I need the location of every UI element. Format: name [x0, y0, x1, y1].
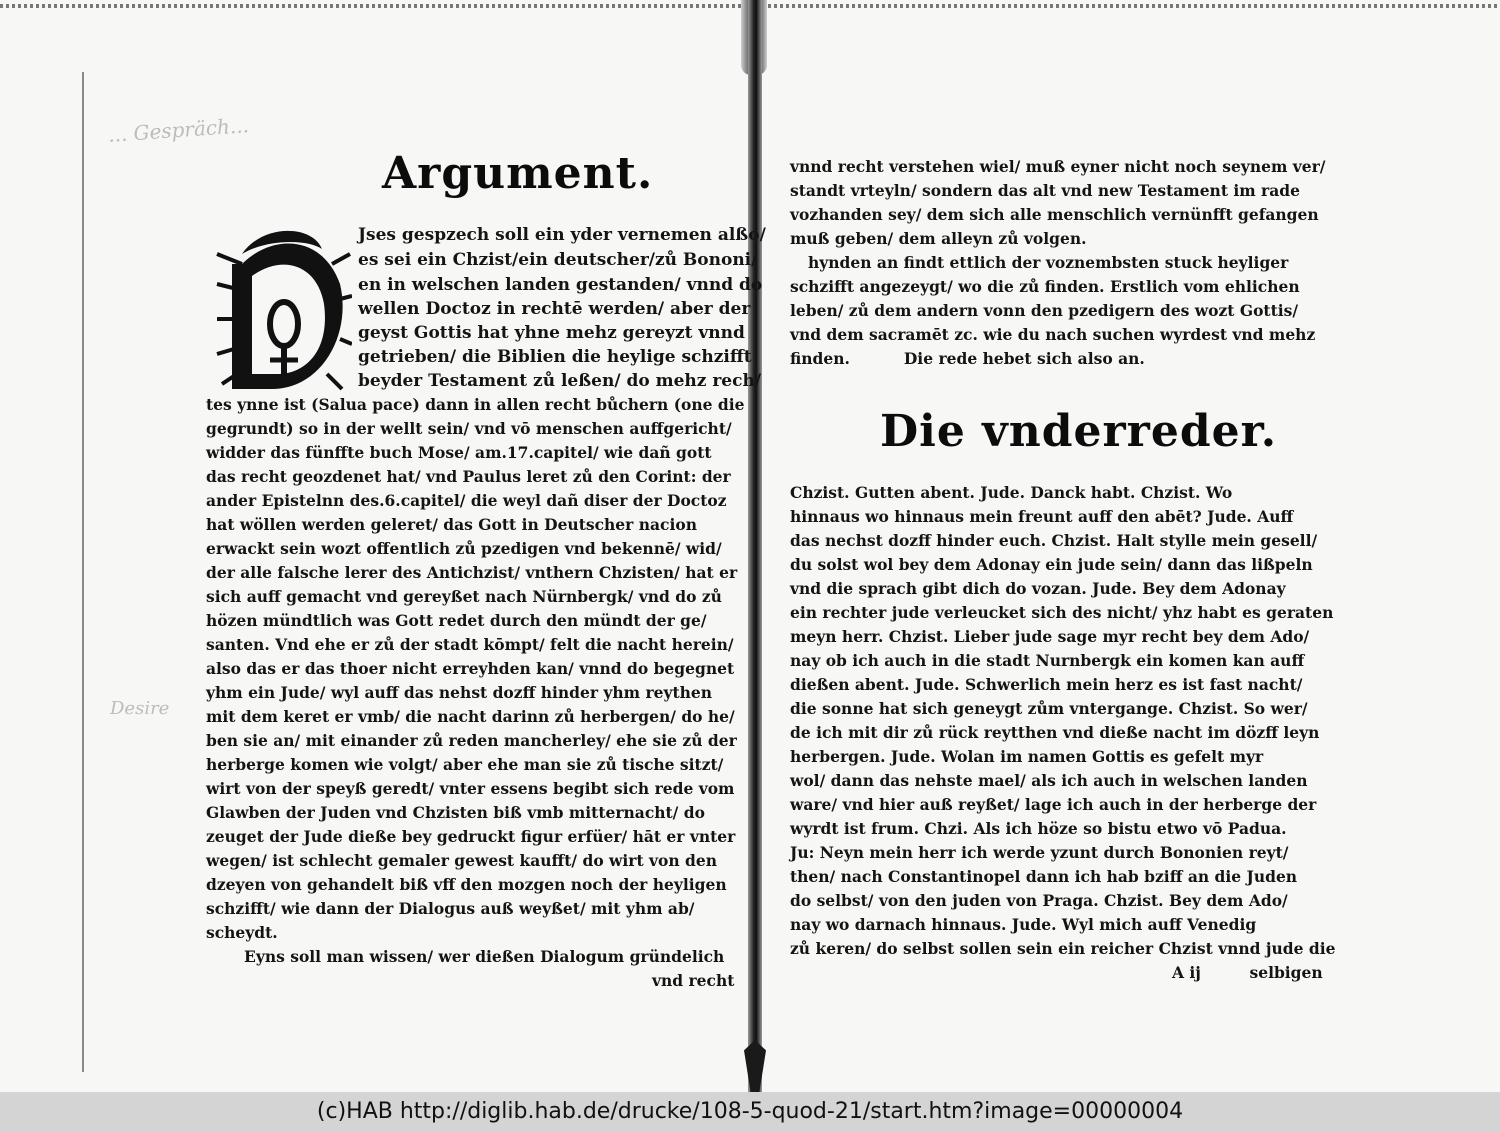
right-line: hinnaus wo hinnaus mein freunt auff den abēt? Jude. Auff	[790, 507, 1294, 526]
margin-note-mid: Desire	[110, 698, 170, 719]
right-line: du solst wol bey dem Adonay ein jude sein/ dann das lißpeln	[790, 555, 1313, 574]
left-line: mit dem keret er vmb/ die nacht darinn zů herbergen/ do he/	[206, 707, 735, 726]
right-line: wol/ dann das nehste mael/ als ich auch in welschen landen	[790, 771, 1308, 790]
right-line: do selbst/ von den juden von Praga. Chzist. Bey dem Ado/	[790, 891, 1288, 910]
left-line: es sei ein Chzist/ein deutscher/zů Bononi/	[358, 250, 758, 270]
left-line: yhm ein Jude/ wyl auff das nehst dozff hinder yhm reythen	[206, 683, 713, 702]
decorated-initial-d	[212, 224, 352, 396]
right-line: nay ob ich auch in die stadt Nurnbergk ein komen kan auff	[790, 651, 1305, 670]
left-line: santen. Vnd ehe er zů der stadt kōmpt/ felt die nacht herein/	[206, 635, 734, 654]
left-line: Jses gespzech soll ein yder vernemen alßo/	[358, 225, 766, 245]
right-line: das nechst dozff hinder euch. Chzist. Halt stylle mein gesell/	[790, 531, 1318, 550]
left-line: Glawben der Juden vnd Chzisten biß vmb mitternacht/ do	[206, 803, 705, 822]
left-line: das recht geozdenet hat/ vnd Paulus leret zů den Corint: der	[206, 467, 731, 486]
left-line: sich auff gemacht vnd gereyßet nach Nürnbergk/ vnd do zů	[206, 587, 722, 606]
right-line: de ich mit dir zů rück reytthen vnd dieße nacht im dözff leyn	[790, 723, 1320, 742]
catchword-signature: A ij selbigen	[1172, 963, 1323, 982]
right-line: ware/ vnd hier auß reyßet/ lage ich auch in der herberge der	[790, 795, 1317, 814]
right-line: vnnd recht verstehen wiel/ muß eyner nicht noch seynem ver/	[790, 157, 1326, 176]
left-line: en in welschen landen gestanden/ vnnd do	[358, 275, 763, 295]
left-line: beyder Testament zů leßen/ do mehz rech/	[358, 371, 762, 391]
margin-note-top: ... Gespräch...	[107, 113, 250, 147]
left-line: Eyns soll man wissen/ wer dießen Dialogum gründelich	[244, 947, 725, 966]
right-line: then/ nach Constantinopel dann ich hab bziff an die Juden	[790, 867, 1298, 886]
right-line: dießen abent. Jude. Schwerlich mein herz es ist fast nacht/	[790, 675, 1303, 694]
left-line: der alle falsche lerer des Antichzist/ vnthern Chzisten/ hat er	[206, 563, 738, 582]
right-page-heading: Die vnderreder.	[880, 406, 1278, 457]
left-line: ander Epistelnn des.6.capitel/ die weyl dañ diser der Doctoz	[206, 491, 727, 510]
right-line: leben/ zů dem andern vonn den pzedigern des wozt Gottis/	[790, 301, 1299, 320]
right-line: hynden an findt ettlich der voznembsten stuck heyliger	[808, 253, 1289, 272]
left-line: geyst Gottis hat yhne mehz gereyzt vnnd	[358, 323, 745, 343]
left-line: ben sie an/ mit einander zů reden mancherley/ ehe sie zů der	[206, 731, 737, 750]
left-line: scheydt.	[206, 923, 278, 942]
book-spine	[748, 0, 762, 1092]
right-line: finden. Die rede hebet sich also an.	[790, 349, 1145, 368]
right-line: wyrdt ist frum. Chzi. Als ich höze so bistu etwo vō Padua.	[790, 819, 1287, 838]
left-line: gegrundt) so in der wellt sein/ vnd vō menschen auffgericht/	[206, 419, 732, 438]
right-line: vnd dem sacramēt zc. wie du nach suchen wyrdest vnd mehz	[790, 325, 1316, 344]
left-page-heading: Argument.	[382, 148, 654, 199]
left-line: tes ynne ist (Salua pace) dann in allen recht bůchern (one die	[206, 395, 745, 414]
right-line: muß geben/ dem alleyn zů volgen.	[790, 229, 1087, 248]
right-line: Ju: Neyn mein herr ich werde yzunt durch Bononien reyt/	[790, 843, 1289, 862]
left-line: herberge komen wie volgt/ aber ehe man sie zů tische sitzt/	[206, 755, 724, 774]
left-line: also das er das thoer nicht erreyhden kan/ vnnd do begegnet	[206, 659, 735, 678]
left-page-edge	[82, 72, 84, 1072]
right-line: herbergen. Jude. Wolan im namen Gottis es gefelt myr	[790, 747, 1264, 766]
right-line: ein rechter jude verleucket sich des nicht/ yhz habt es geraten	[790, 603, 1334, 622]
right-line: vozhanden sey/ dem sich alle menschlich vernünfft gefangen	[790, 205, 1319, 224]
left-line: zeuget der Jude dieße bey gedruckt figur erfüer/ hāt er vnter	[206, 827, 736, 846]
left-line: wegen/ ist schlecht gemaler gewest kaufft/ do wirt von den	[206, 851, 717, 870]
left-line: hözen mündtlich was Gott redet durch den mündt der ge/	[206, 611, 707, 630]
right-line: schzifft angezeygt/ wo die zů finden. Erstlich vom ehlichen	[790, 277, 1300, 296]
left-line: schzifft/ wie dann der Dialogus auß weyßet/ mit yhm ab/	[206, 899, 695, 918]
right-line: die sonne hat sich geneygt zům vntergange. Chzist. So wer/	[790, 699, 1308, 718]
right-line: standt vrteyln/ sondern das alt vnd new Testament im rade	[790, 181, 1300, 200]
left-line: vnd recht	[652, 971, 735, 990]
left-line: getrieben/ die Biblien die heylige schzifft	[358, 347, 752, 367]
right-line: meyn herr. Chzist. Lieber jude sage myr recht bey dem Ado/	[790, 627, 1310, 646]
right-line: vnd die sprach gibt dich do vozan. Jude. Bey dem Adonay	[790, 579, 1286, 598]
left-line: wirt von der speyß geredt/ vnter essens begibt sich rede vom	[206, 779, 735, 798]
right-line: Chzist. Gutten abent. Jude. Danck habt. Chzist. Wo	[790, 483, 1233, 502]
right-line: zů keren/ do selbst sollen sein ein reicher Chzist vnnd jude die	[790, 939, 1336, 958]
left-line: erwackt sein wozt offentlich zů pzedigen vnd bekennē/ wid/	[206, 539, 722, 558]
left-line: widder das fünffte buch Mose/ am.17.capitel/ wie dañ gott	[206, 443, 712, 462]
left-line: hat wöllen werden geleret/ das Gott in Deutscher nacion	[206, 515, 697, 534]
source-footer: (c)HAB http://diglib.hab.de/drucke/108-5-quod-21/start.htm?image=00000004	[0, 1092, 1500, 1131]
left-line: dzeyen von gehandelt biß vff den mozgen noch der heyligen	[206, 875, 727, 894]
right-line: nay wo darnach hinnaus. Jude. Wyl mich auff Venedig	[790, 915, 1257, 934]
left-line: wellen Doctoz in rechtē werden/ aber der	[358, 299, 751, 319]
